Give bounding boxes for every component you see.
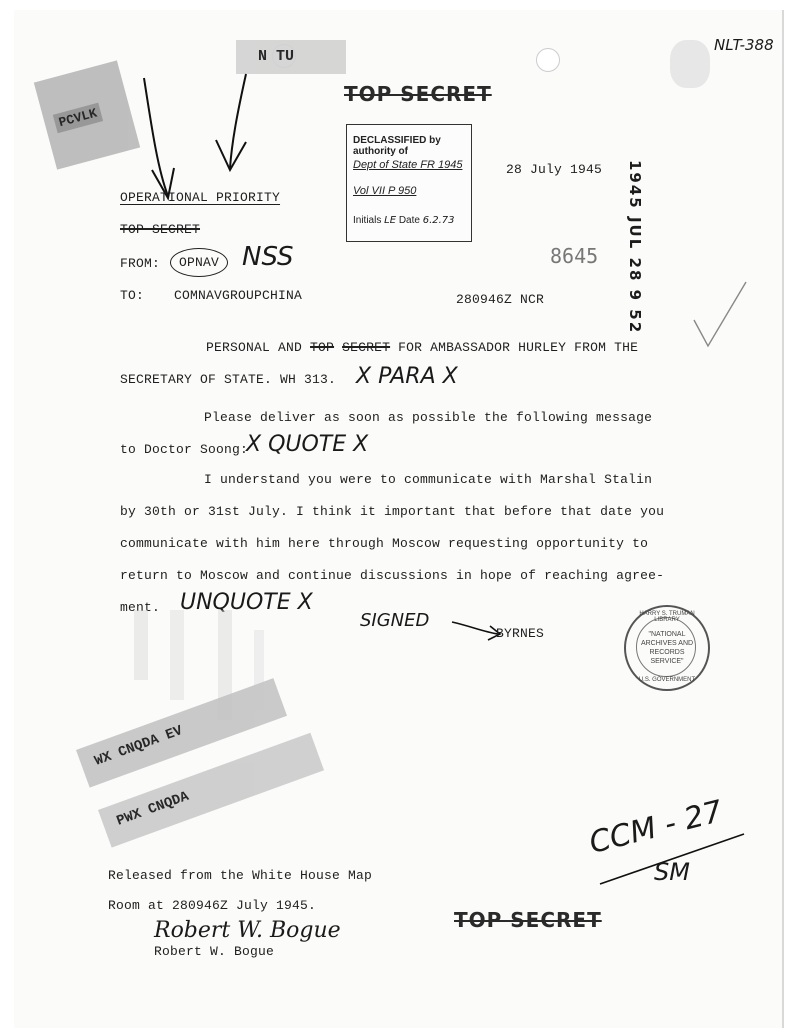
declassified-box: DECLASSIFIED by authority of Dept of State FR 1945 Vol VII P 950 Initials LE Date 6.2.73 <box>346 124 472 242</box>
signer: BYRNES <box>496 626 545 641</box>
sm-note: SM <box>654 858 690 886</box>
bottom-top-secret-stamp: TOP SECRET <box>454 908 602 932</box>
dtg: 280946Z NCR <box>456 292 545 307</box>
signed-note: SIGNED <box>360 610 430 631</box>
document-page <box>14 10 782 1028</box>
released-line1: Released from the White House Map <box>108 868 373 883</box>
to-value: COMNAVGROUPCHINA <box>174 288 303 303</box>
body-p2-line1: Please deliver as soon as possible the following message <box>204 410 653 425</box>
body-p3-line4: return to Moscow and continue discussions in hope of reaching agree- <box>120 568 665 583</box>
body-p3-line3: communicate with him here through Moscow requesting opportunity to <box>120 536 649 551</box>
from-value: OPNAV <box>170 248 228 277</box>
released-line2: Room at 280946Z July 1945. <box>108 898 317 913</box>
smudge <box>670 40 710 88</box>
ccm-note: CCM - 27 <box>585 794 727 861</box>
quote-note: X QUOTE X <box>246 432 369 457</box>
tape-cnqda-ev: WX CNQDA EV <box>76 678 287 787</box>
classification-struck: TOP SECRET <box>120 222 201 237</box>
tape-pwx-cnqda: PWX CNQDA <box>98 733 324 848</box>
para-note: X PARA X <box>356 364 458 389</box>
punch-hole-right <box>536 48 560 72</box>
body-p1-line2: SECRETARY OF STATE. WH 313. <box>120 372 337 387</box>
vertical-timestamp: 1945 JUL 28 9 52 <box>626 160 644 335</box>
top-secret-stamp: TOP SECRET <box>344 82 492 106</box>
archives-seal: HARRY S. TRUMAN LIBRARY "NATIONAL ARCHIVES AND RECORDS SERVICE" U.S. GOVERNMENT <box>624 605 710 691</box>
top-tab: N TU <box>236 40 346 74</box>
body-p3-line5: ment. <box>120 600 161 615</box>
corner-note: NLT-388 <box>714 36 774 54</box>
body-p3-line1: I understand you were to communicate with Marshal Stalin <box>204 472 653 487</box>
message-date: 28 July 1945 <box>506 162 603 177</box>
pcvlk-tape: PCVLK <box>34 60 140 169</box>
unquote-note: UNQUOTE X <box>180 590 313 615</box>
priority-label: OPERATIONAL PRIORITY <box>120 190 281 205</box>
check-mark <box>690 276 750 356</box>
body-p2-line2: to Doctor Soong: <box>120 442 249 457</box>
arrow-marks <box>134 70 274 210</box>
to-label: TO: <box>120 288 145 303</box>
signature-typed: Robert W. Bogue <box>154 944 275 959</box>
serial-number: 8645 <box>550 244 599 268</box>
from-note: NSS <box>242 242 294 272</box>
body-p3-line2: by 30th or 31st July. I think it important that before that date you <box>120 504 665 519</box>
from-label: FROM: <box>120 256 161 271</box>
handwritten-signature: Robert W. Bogue <box>154 918 341 943</box>
body-p1-line1: PERSONAL AND TOP SECRET FOR AMBASSADOR HURLEY FROM THE <box>206 340 639 355</box>
